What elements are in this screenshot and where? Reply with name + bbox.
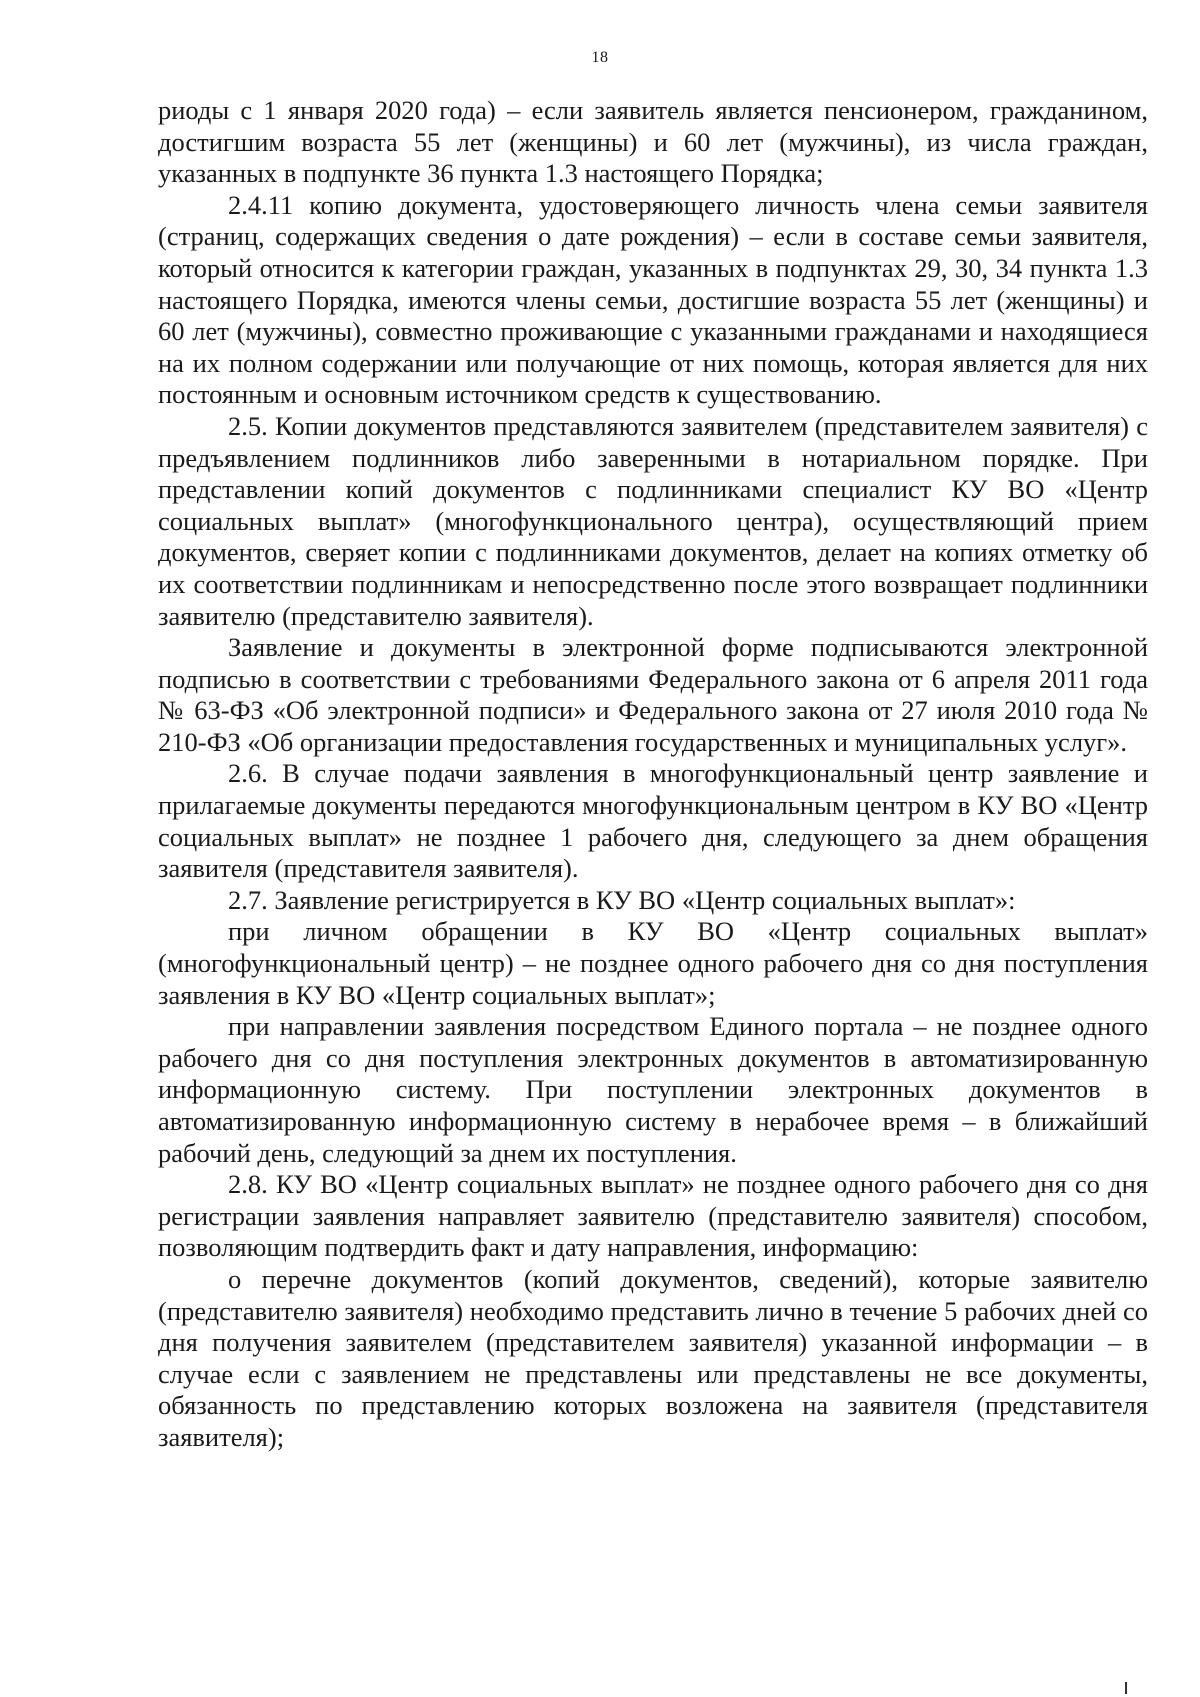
paragraph-electronic-signature: Заявление и документы в электронной форме подписываются электронной подписью в соответствии с требованиями Федерального закона от 6 апреля 2011 года № 63-ФЗ «Об электронной подписи» и Федерального закона от 27 июля 2010 года № 210-ФЗ «Об организации предоставления государственных и муниципальных услуг». bbox=[158, 632, 1148, 757]
paragraph-2-6: 2.6. В случае подачи заявления в многофункциональный центр заявление и прилагаемые документы передаются многофункциональным центром в КУ ВО «Центр социальных выплат» не позднее 1 рабочего дня, следующего за днем обращения заявителя (представителя заявителя). bbox=[158, 758, 1148, 884]
paragraph-2-4-11: 2.4.11 копию документа, удостоверяющего личность члена семьи заявителя (страниц, содержащих сведения о дате рождения) – если в составе семьи заявителя, который относится к категории граждан, указанных в подпунктах 29, 30, 34 пункта 1.3 настоящего Порядка, имеются члены семьи, достигшие возраста 55 лет (женщины) и 60 лет (мужчины), совместно проживающие с указанными гражданами и находящиеся на их полном содержании или получающие от них помощь, которая является для них постоянным и основным источником средств к существованию. bbox=[158, 189, 1148, 410]
paragraph-continuation: риоды с 1 января 2020 года) – если заявитель является пенсионером, гражданином, достигшим возраста 55 лет (женщины) и 60 лет (мужчины), из числа граждан, указанных в подпункте 36 пункта 1.3 настоящего Порядка; bbox=[158, 95, 1148, 189]
paragraph-document-list: о перечне документов (копий документов, сведений), которые заявителю (представителю заявителя) необходимо представить лично в течение 5 рабочих дней со дня получения заявителем (представителем заявителя) указанной информации – в случае если с заявлением не представлены или представлены не все документы, обязанность по представлению которых возложена на заявителя (представителя заявителя); bbox=[158, 1263, 1148, 1452]
scan-edge-mark bbox=[1125, 1682, 1127, 1694]
page-number: 18 bbox=[591, 49, 609, 66]
paragraph-personal-visit: при личном обращении в КУ ВО «Центр социальных выплат» (многофункциональный центр) – не позднее одного рабочего дня со дня поступления заявления в КУ ВО «Центр социальных выплат»; bbox=[158, 916, 1148, 1010]
paragraph-single-portal: при направлении заявления посредством Единого портала – не позднее одного рабочего дня со дня поступления электронных документов в автоматизированную информационную систему. При поступлении электронных документов в автоматизированную информационную систему в нерабочее время – в ближайший рабочий день, следующий за днем их поступления. bbox=[158, 1011, 1148, 1168]
paragraph-2-5: 2.5. Копии документов представляются заявителем (представителем заявителя) с предъявлением подлинников либо заверенными в нотариальном порядке. При представлении копий документов с подлинниками специалист КУ ВО «Центр социальных выплат» (многофункционального центра), осуществляющий прием документов, сверяет копии с подлинниками документов, делает на копиях отметку об их соответствии подлинникам и непосредственно после этого возвращает подлинники заявителю (представителю заявителя). bbox=[158, 410, 1148, 631]
document-body bbox=[158, 95, 1148, 1454]
paragraph-2-8: 2.8. КУ ВО «Центр социальных выплат» не позднее одного рабочего дня со дня регистрации заявления направляет заявителю (представителю заявителя) способом, позволяющим подтвердить факт и дату направления, информацию: bbox=[158, 1169, 1148, 1263]
paragraph-2-7: 2.7. Заявление регистрируется в КУ ВО «Центр социальных выплат»: bbox=[228, 884, 1016, 915]
